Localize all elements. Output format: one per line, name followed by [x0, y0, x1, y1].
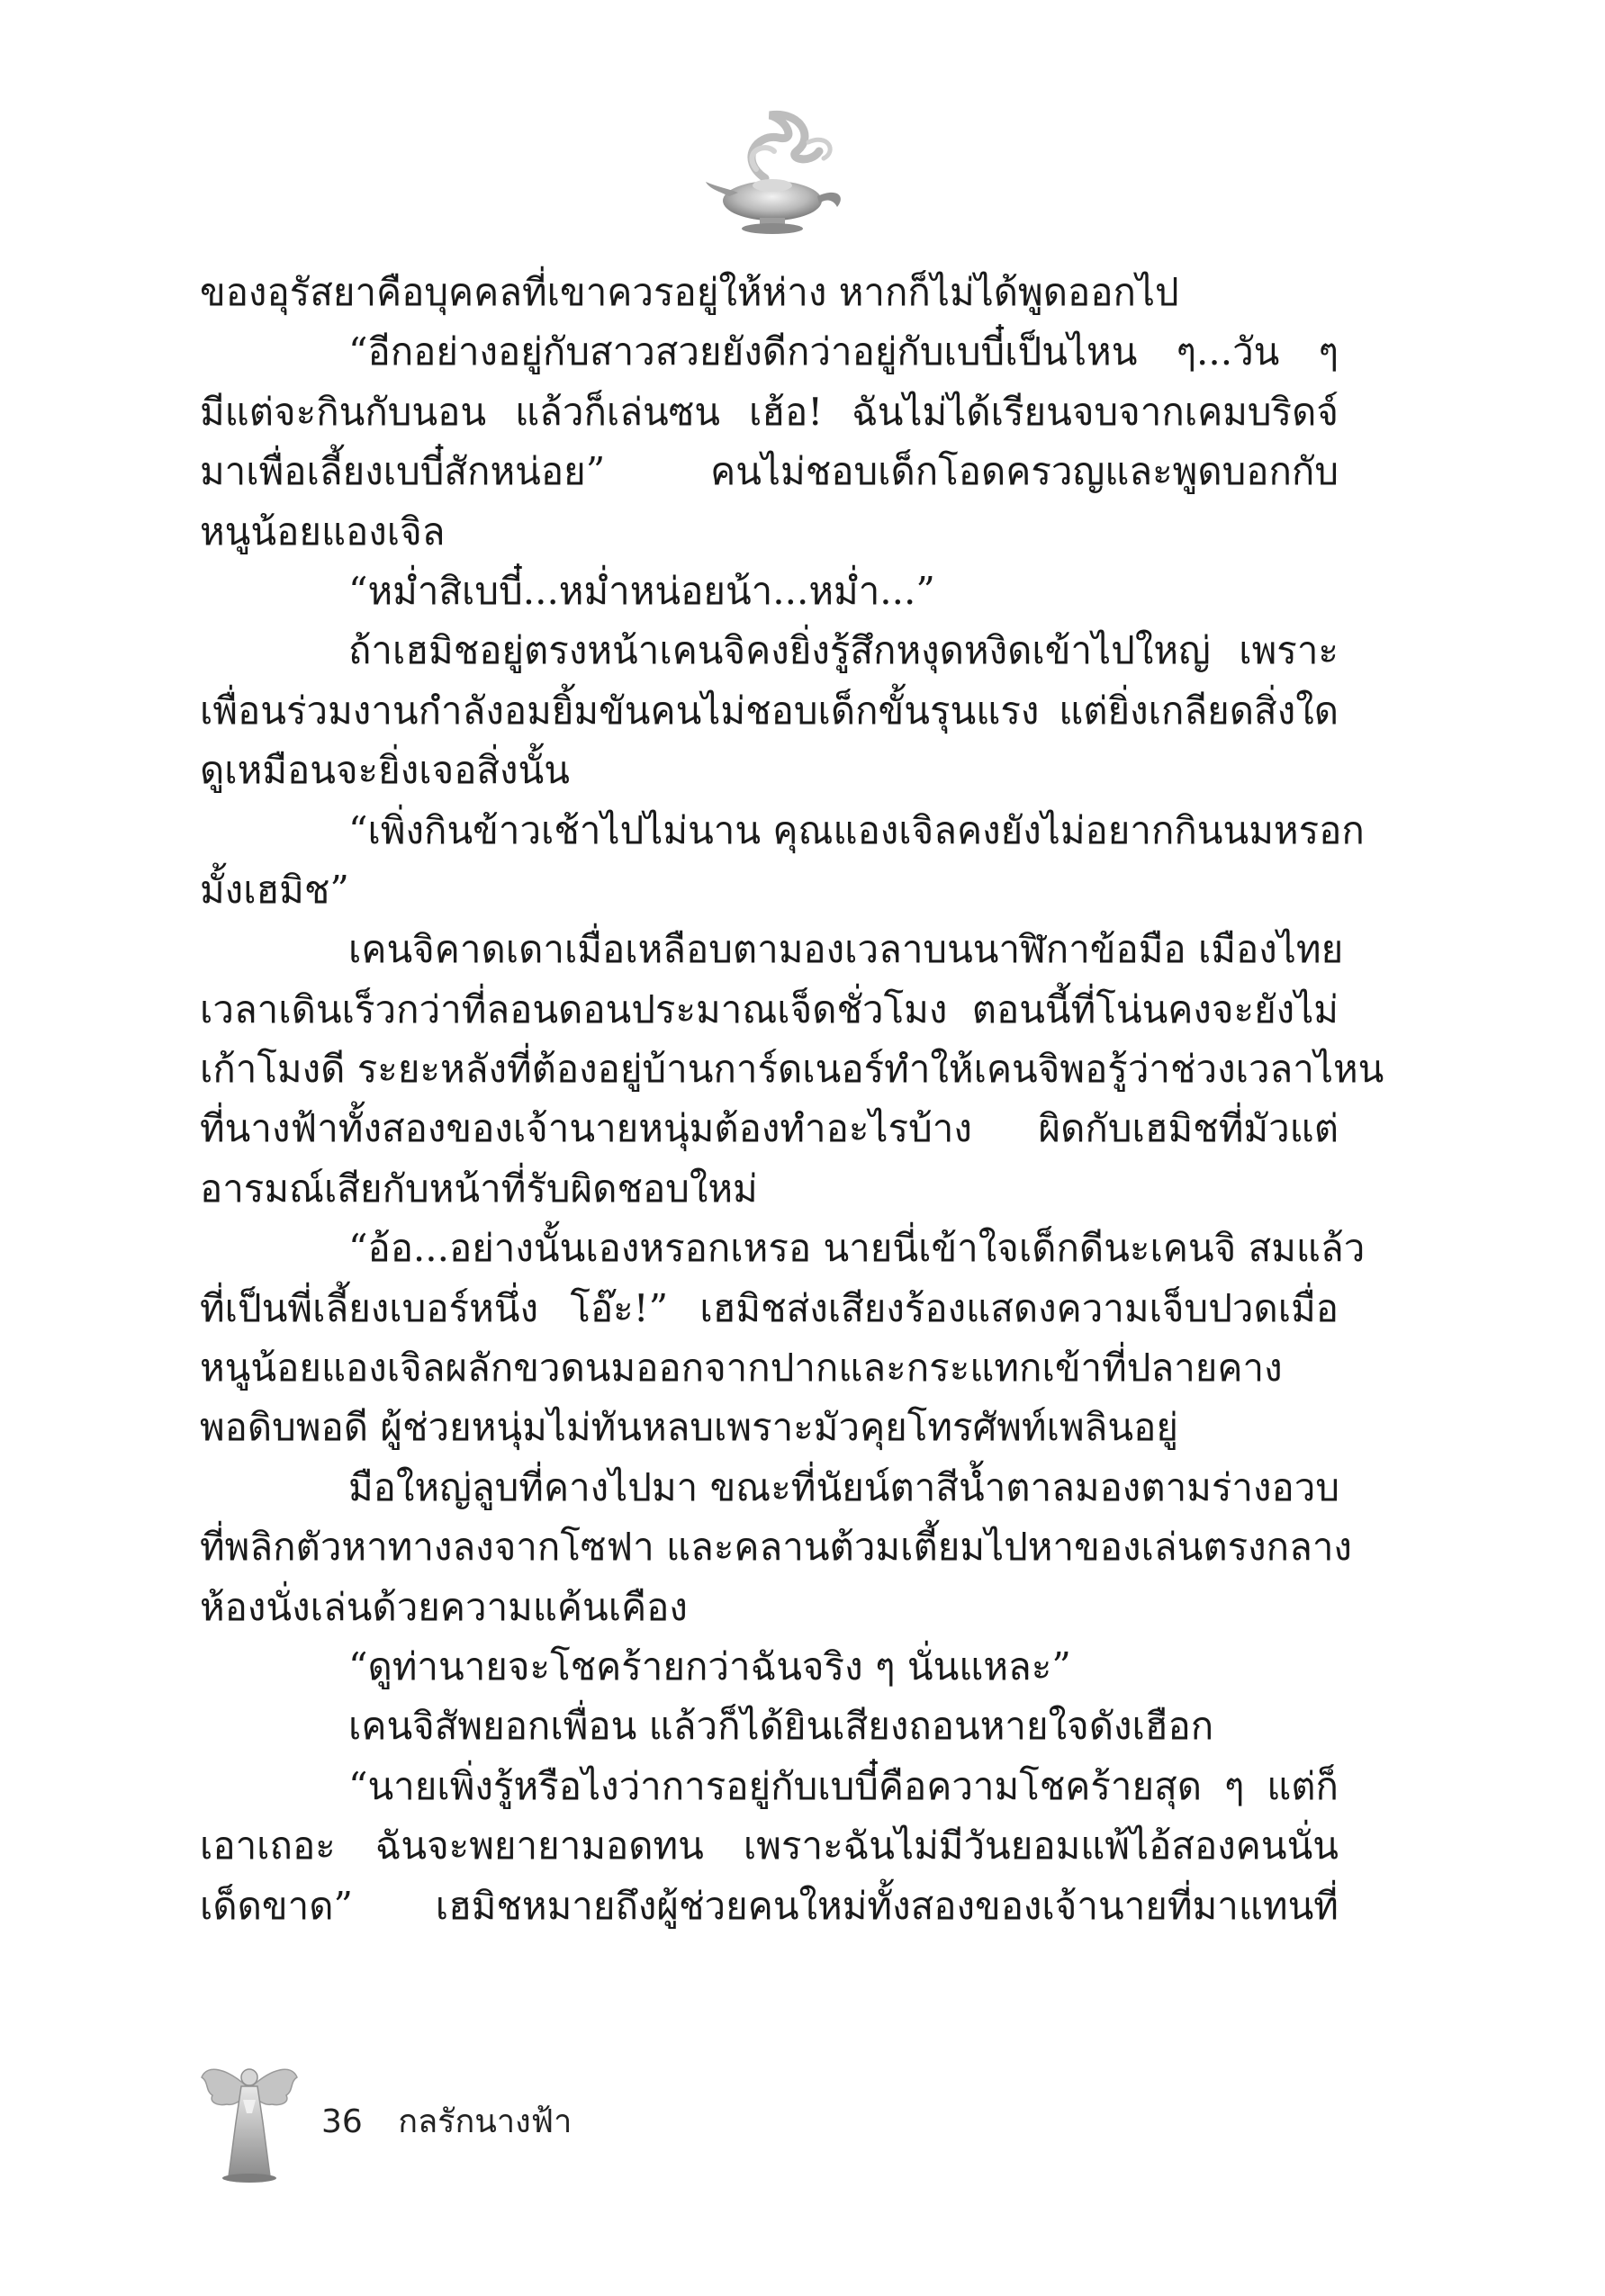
angel-statue-icon [200, 2050, 299, 2185]
text-line: “นายเพิ่งรู้หรือไงว่าการอยู่กับเบบี๋คือความโชคร้ายสุด ๆ แต่ก็ [348, 1763, 1339, 1808]
footer-text [321, 2095, 572, 2147]
text-line: หนูน้อยแองเจิล [200, 509, 446, 554]
text-line: เคนจิสัพยอกเพื่อน แล้วก็ได้ยินเสียงถอนหายใจดังเฮือก [348, 1704, 1214, 1749]
page-footer [200, 2050, 830, 2185]
text-line: มีแต่จะกินกับนอน แล้วก็เล่นซน เฮ้อ! ฉันไม่ได้เรียนจบจากเคมบริดจ์ [200, 389, 1339, 434]
text-line: เวลาเดินเร็วกว่าที่ลอนดอนประมาณเจ็ดชั่วโมง ตอนนี้ที่โน่นคงจะยังไม่ [200, 986, 1339, 1031]
text-line: ห้องนั่งเล่นด้วยความแค้นเคือง [200, 1584, 688, 1629]
text-line: พอดิบพอดี ผู้ช่วยหนุ่มไม่ทันหลบเพราะมัวคุยโทรศัพท์เพลินอยู่ [200, 1405, 1178, 1450]
page-number: 36 [321, 2103, 363, 2140]
text-line: หนูน้อยแองเจิลผลักขวดนมออกจากปากและกระแทกเข้าที่ปลายคาง [200, 1346, 1283, 1391]
text-line: “เพิ่งกินข้าวเช้าไปไม่นาน คุณแองเจิลคงยังไม่อยากกินนมหรอก [348, 807, 1365, 852]
text-line: เพื่อนร่วมงานกำลังอมยิ้มขันคนไม่ชอบเด็กขั้นรุนแรง แต่ยิ่งเกลียดสิ่งใด [200, 688, 1339, 733]
text-line: “อีกอย่างอยู่กับสาวสวยยังดีกว่าอยู่กับเบบี๋เป็นไหน ๆ...วัน ๆ [348, 329, 1339, 374]
text-line: “หม่ำสิเบบี๋...หม่ำหน่อยน้า...หม่ำ...” [348, 568, 935, 613]
text-line: มั้งเฮมิช” [200, 867, 349, 912]
text-line: “ดูท่านายจะโชคร้ายกว่าฉันจริง ๆ นั่นแหละ” [348, 1643, 1071, 1688]
text-line: มือใหญ่ลูบที่คางไปมา ขณะที่นัยน์ตาสีน้ำตาลมองตามร่างอวบ [348, 1464, 1339, 1509]
text-line: เอาเถอะ ฉันจะพยายามอดทน เพราะฉันไม่มีวันยอมแพ้ไอ้สองคนนั่น [200, 1823, 1339, 1868]
text-line: เคนจิคาดเดาเมื่อเหลือบตามองเวลาบนนาฬิกาข้อมือ เมืองไทย [348, 927, 1344, 972]
text-line: เด็ดขาด” เฮมิชหมายถึงผู้ช่วยคนใหม่ทั้งสองของเจ้านายที่มาแทนที่ [200, 1883, 1339, 1928]
body-text [200, 263, 1384, 1936]
text-line: “อ้อ...อย่างนั้นเองหรอกเหรอ นายนี่เข้าใจเด็กดีนะเคนจิ สมแล้ว [348, 1226, 1366, 1271]
text-line: ถ้าเฮมิชอยู่ตรงหน้าเคนจิคงยิ่งรู้สึกหงุดหงิดเข้าไปใหญ่ เพราะ [348, 628, 1339, 673]
text-line: ที่พลิกตัวหาทางลงจากโซฟา และคลานต้วมเตี้ยมไปหาของเล่นตรงกลาง [200, 1525, 1352, 1570]
text-line: ดูเหมือนจะยิ่งเจอสิ่งนั้น [200, 748, 570, 793]
text-line: ที่นางฟ้าทั้งสองของเจ้านายหนุ่มต้องทำอะไรบ้าง ผิดกับเฮมิชที่มัวแต่ [200, 1106, 1339, 1151]
text-line: อารมณ์เสียกับหน้าที่รับผิดชอบใหม่ [200, 1166, 758, 1211]
text-line: มาเพื่อเลี้ยงเบบี๋สักหน่อย” คนไม่ชอบเด็กโอดครวญและพูดบอกกับ [200, 449, 1339, 494]
text-line: ที่เป็นพี่เลี้ยงเบอร์หนึ่ง โอ๊ะ!” เฮมิชส่งเสียงร้องแสดงความเจ็บปวดเมื่อ [200, 1285, 1339, 1330]
text-line: ของอุรัสยาคือบุคคลที่เขาควรอยู่ให้ห่าง หากก็ไม่ได้พูดออกไป [200, 270, 1179, 314]
magic-lamp-icon [702, 106, 855, 241]
book-title: กลรักนางฟ้า [398, 2103, 573, 2140]
text-line: เก้าโมงดี ระยะหลังที่ต้องอยู่บ้านการ์ดเนอร์ทำให้เคนจิพอรู้ว่าช่วงเวลาไหน [200, 1047, 1384, 1092]
